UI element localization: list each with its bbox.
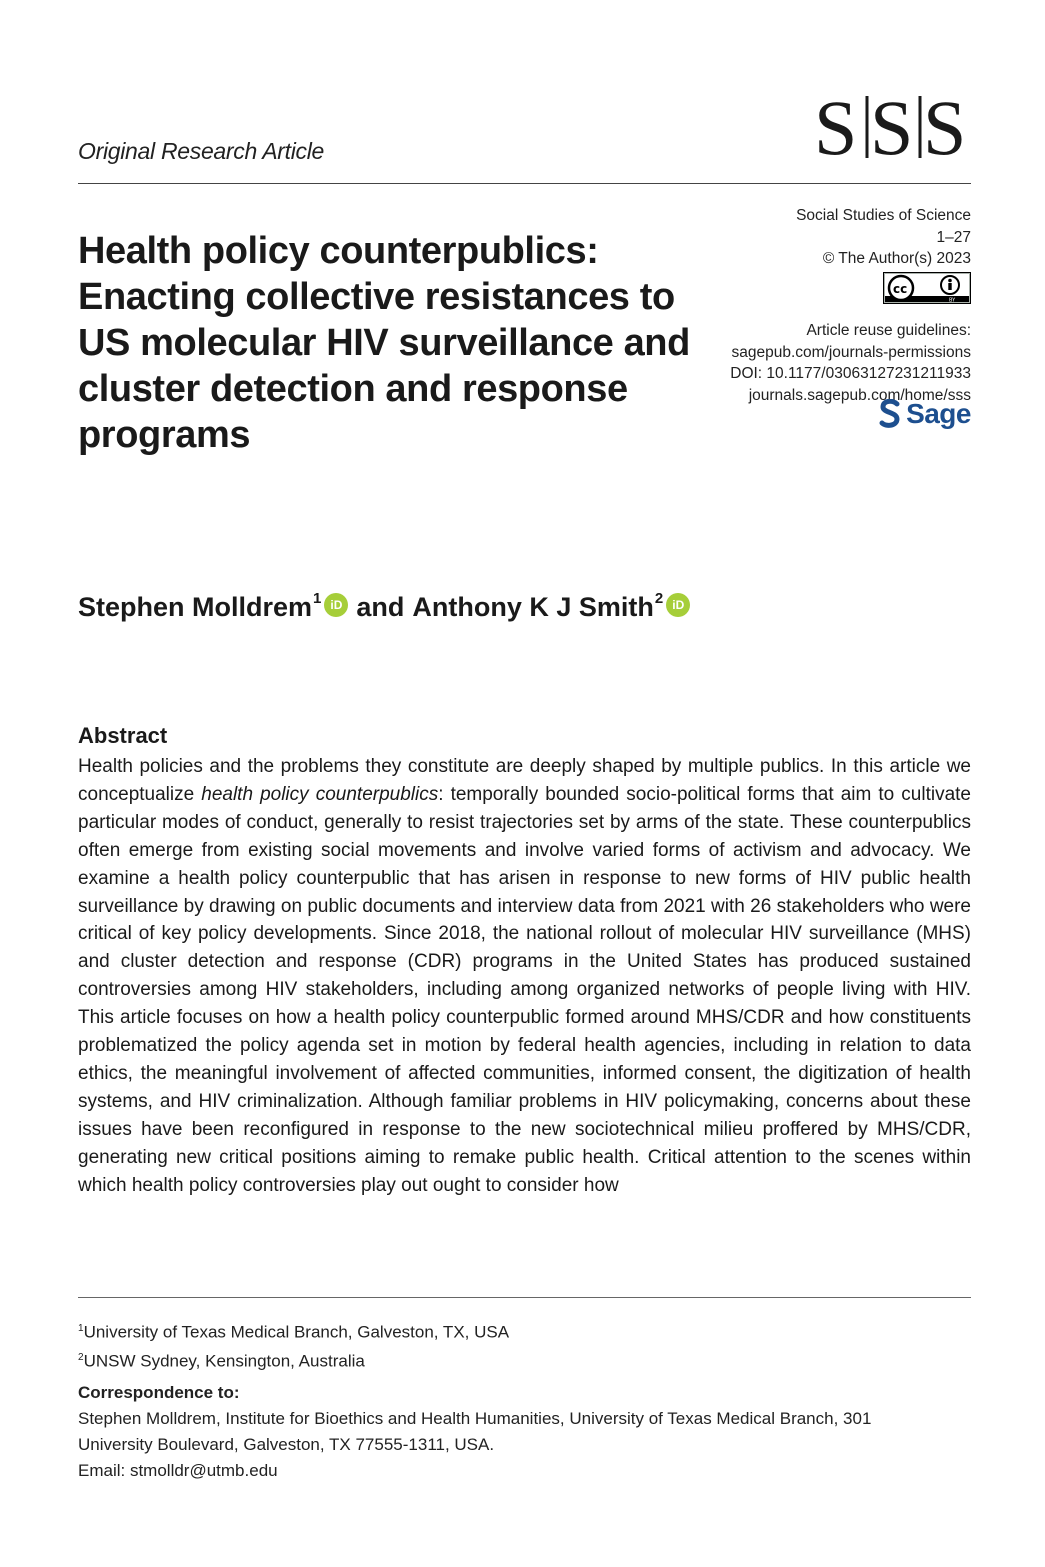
author-name: Stephen Molldrem xyxy=(78,592,313,622)
journal-logo xyxy=(812,86,972,166)
correspondence-heading: Correspondence to: xyxy=(78,1383,240,1402)
abstract-text: Health policies and the problems they constitute are deeply shaped by multiple publics. In this article we conceptualize xyxy=(78,756,971,805)
article-type-label: Original Research Article xyxy=(78,138,325,164)
affiliation-text: UNSW Sydney, Kensington, Australia xyxy=(83,1351,365,1371)
correspondence-address: Stephen Molldrem, Institute for Bioethics and Health Humanities, University of Texas Medical Branch, 301 xyxy=(78,1409,872,1428)
correspondence-email[interactable]: Email: stmolldr@utmb.edu xyxy=(78,1461,278,1480)
doi[interactable]: DOI: 10.1177/03063127231211933 xyxy=(730,365,971,382)
publisher-name: Sage xyxy=(906,398,971,429)
affiliation-marker: 2 xyxy=(654,590,664,607)
publisher-logo xyxy=(878,398,971,430)
abstract-heading: Abstract xyxy=(78,723,168,748)
permissions-link[interactable]: sagepub.com/journals-permissions xyxy=(731,343,971,361)
affiliation-number: 1 xyxy=(78,1323,84,1334)
journal-name: Social Studies of Science xyxy=(796,207,971,224)
footnote-divider xyxy=(78,1297,971,1298)
author-conjunction: and xyxy=(356,592,405,622)
abstract-text: : temporally bounded socio-political forms that aim to cultivate particular modes of conduct, generally to resist trajectories set by arms of the state. These counterpublics often emerge from existing social movements and involve varied forms of activism and advocacy. We examine a health policy counterpublic that has arisen in response to new forms of HIV public health surveillance by drawing on public documents and interview data from 2021 with 26 stakeholders who were critical of key policy developments. Since 2018, the national rollout of molecular HIV surveillance (MHS) and cluster detection and response (CDR) programs in the United States has produced sustained controversies among HIV stakeholders, including among organized networks of people living with HIV. This article focuses on how a health policy counterpublic formed around MHS/CDR and how constituents problematized the policy agenda set in motion by federal health agencies, including in relation to data ethics, the meaningful involvement of affected communities, informed consent, the digitization of health systems, and HIV criminalization. Although familiar problems in HIV policymaking, concerns about these issues have been reconfigured in response to the new sociotechnical milieu proffered by MHS/CDR, generating new critical positions aiming to remake public health. Critical attention to the scenes within which health policy controversies play out ought to consider how xyxy=(78,783,971,1196)
journal-url-link[interactable]: journals.sagepub.com/home/sss xyxy=(748,386,971,404)
orcid-icon[interactable]: iD xyxy=(666,593,690,617)
abstract-body xyxy=(78,753,971,1200)
abstract-key-term: health policy counterpublics xyxy=(201,783,439,805)
svg-text:cc: cc xyxy=(893,281,908,296)
logo-letter-s1: S xyxy=(814,86,858,166)
logo-letter-s2: S xyxy=(870,86,914,166)
affiliation-number: 2 xyxy=(78,1351,84,1363)
affiliation-item xyxy=(78,1316,509,1345)
affiliation-text: University of Texas Medical Branch, Galveston, TX, USA xyxy=(83,1322,510,1342)
reuse-guidelines-label: Article reuse guidelines: xyxy=(806,322,971,339)
header-divider xyxy=(78,183,971,184)
article-title: Health policy counterpublics: Enacting collective resistances to US molecular HIV surveillance and cluster detection and response programs xyxy=(78,230,690,456)
copyright: © The Author(s) 2023 xyxy=(822,250,971,267)
sage-s-icon xyxy=(878,399,902,429)
affiliation-item xyxy=(78,1345,509,1374)
affiliations xyxy=(78,1316,509,1373)
cc-by-license-icon[interactable] xyxy=(883,272,971,311)
page-range: 1–27 xyxy=(936,228,971,246)
orcid-icon[interactable]: iD xyxy=(324,593,348,617)
correspondence xyxy=(78,1380,971,1484)
svg-text:BY: BY xyxy=(949,297,956,303)
affiliation-marker: 1 xyxy=(313,590,322,607)
logo-letter-s3: S xyxy=(923,86,967,166)
author-list xyxy=(78,592,690,623)
abstract-paragraph xyxy=(78,753,971,1200)
journal-meta xyxy=(730,205,971,406)
correspondence-address: University Boulevard, Galveston, TX 77555-1311, USA. xyxy=(78,1435,495,1454)
author-name: Anthony K J Smith xyxy=(412,592,654,622)
